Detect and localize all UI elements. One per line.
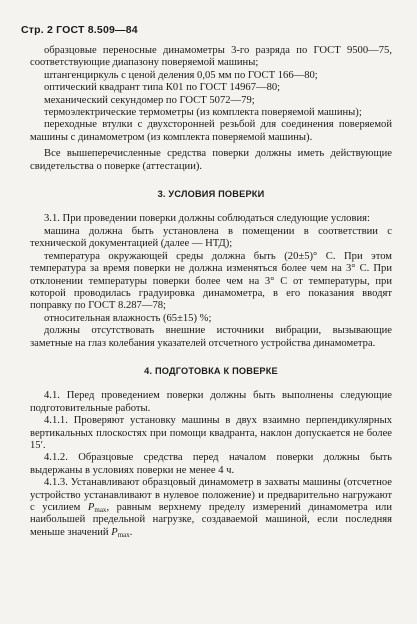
paragraph: относительная влажность (65±15) %; [44,312,212,324]
paragraph: машина должна быть установлена в помещении в соответствии с технической документацией (далее — НТД); [30,225,392,250]
section-heading-4: 4. ПОДГОТОВКА К ПОВЕРКЕ [144,365,278,376]
paragraph [30,477,392,539]
paragraph: 4.1.1. Проверяют установку машины в двух взаимно перпендикулярных вертикальных плоскостях при помощи квадранта, наклон допускается не более 15′. [30,415,392,451]
paragraph: штангенциркуль с ценой деления 0,05 мм по ГОСТ 166—80; [44,69,318,81]
text-run: , равным верхнему пределу измерений динамометра или наибольшей предельной нагрузке, создаваемой машиной, если последняя меньше значений [30,502,392,538]
paragraph: 3.1. При проведении поверки должны соблюдаться следующие условия: [44,213,370,225]
text-run: . [129,526,133,538]
text-run: 4.1.3. Устанавливают образцовый динамометр в захваты машины (отсчетное устройство устанавливают в нулевое положение) и предварительно нагружают с усилием [30,477,392,513]
page-header: Стр. 2 ГОСТ 8.509—84 [21,24,138,36]
paragraph: термоэлектрические термометры (из комплекта поверяемой машины); [44,107,362,119]
paragraph: должны отсутствовать внешние источники вибрации, вызывающие заметные на глаз колебания указателей отсчетного устройства динамометра. [30,325,392,349]
symbol: P [87,502,95,513]
subscript: max [117,530,130,539]
symbol: P [111,526,118,538]
document-body [30,45,392,539]
paragraph: 4.1. Перед проведением поверки должны быть выполнены следующие подготовительные работы. [30,390,392,414]
paragraph: образцовые переносные динамометры 3-го разряда по ГОСТ 9500—75, соответствующие диапазону поверяемой машины; [30,45,392,69]
paragraph: механический секундомер по ГОСТ 5072—79; [44,94,255,106]
subscript: max [94,506,107,514]
paragraph: переходные втулки с двухсторонней резьбой для соединения поверяемой машины с динамометром (из комплекта поверяемой машины). [30,119,392,143]
paragraph: 4.1.2. Образцовые средства перед началом поверки должны быть выдержаны в условиях поверки не менее 4 ч. [30,452,392,476]
section-heading-3: 3. УСЛОВИЯ ПОВЕРКИ [157,189,265,200]
paragraph: Все вышеперечисленные средства поверки должны иметь действующие свидетельства о поверке (аттестации). [30,148,392,172]
paragraph: оптический квадрант типа К01 по ГОСТ 14967—80; [44,82,281,94]
paragraph: температура окружающей среды должна быть (20±5)° С. При этом температура за время поверки не должна изменяться более чем на 3° С. При отклонении температуры поверки более чем на 3° С от температуры, при которой проводилась градуировка динамометра, в его показания вводят поправку по ГОСТ 8.287—78; [30,250,392,312]
